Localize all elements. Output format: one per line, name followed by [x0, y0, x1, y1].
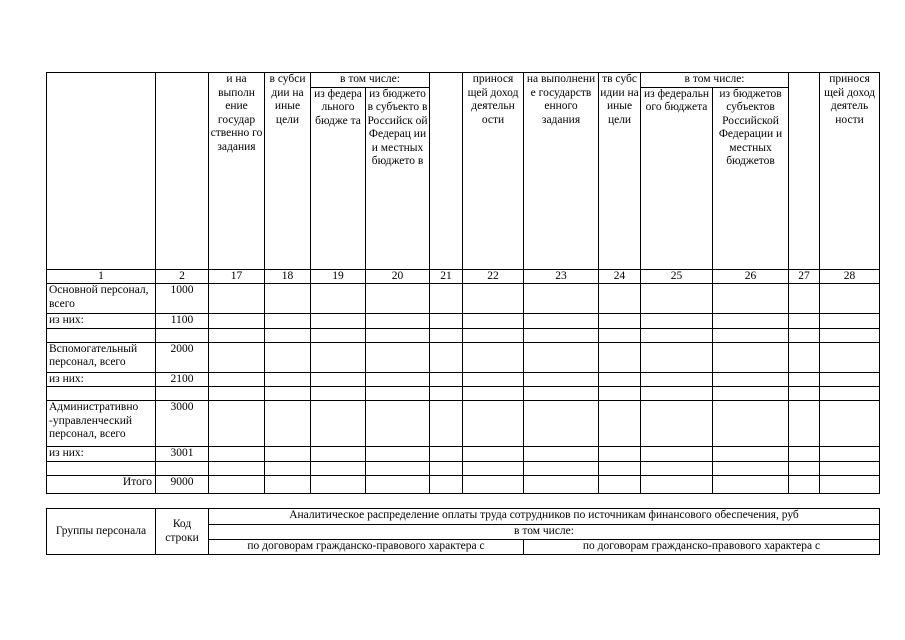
data-cell — [430, 328, 463, 342]
col-number: 18 — [265, 269, 311, 284]
row-code — [156, 461, 209, 475]
row-label: из них: — [47, 314, 156, 329]
data-cell — [599, 401, 641, 447]
data-cell — [599, 447, 641, 462]
data-cell — [463, 342, 524, 372]
data-cell — [713, 461, 789, 475]
data-cell — [209, 387, 265, 401]
col-number: 23 — [524, 269, 599, 284]
data-cell — [789, 284, 820, 314]
header-col-21 — [430, 73, 463, 270]
table-row — [47, 284, 880, 314]
row-label: Вспомогательный персонал, всего — [47, 342, 156, 372]
col-number: 24 — [599, 269, 641, 284]
data-cell — [430, 475, 463, 493]
data-cell — [599, 475, 641, 493]
data-cell — [463, 475, 524, 493]
col-number: 17 — [209, 269, 265, 284]
data-cell — [311, 342, 366, 372]
data-cell — [524, 447, 599, 462]
data-cell — [463, 328, 524, 342]
data-cell — [713, 475, 789, 493]
data-cell — [641, 328, 713, 342]
data-cell — [265, 314, 311, 329]
data-cell — [366, 401, 430, 447]
data-cell — [820, 342, 880, 372]
data-cell — [641, 461, 713, 475]
groups-header: Группы персонала — [47, 509, 156, 555]
data-cell — [366, 387, 430, 401]
data-cell — [789, 447, 820, 462]
col-number: 22 — [463, 269, 524, 284]
row-label — [47, 387, 156, 401]
data-cell — [641, 314, 713, 329]
row-code: 3001 — [156, 447, 209, 462]
data-cell — [265, 342, 311, 372]
data-cell — [430, 314, 463, 329]
data-cell — [311, 475, 366, 493]
data-cell — [524, 401, 599, 447]
data-cell — [265, 284, 311, 314]
data-cell — [820, 401, 880, 447]
header-col-27 — [789, 73, 820, 270]
data-cell — [463, 461, 524, 475]
data-cell — [789, 328, 820, 342]
data-cell — [430, 387, 463, 401]
col-number: 27 — [789, 269, 820, 284]
data-cell — [366, 284, 430, 314]
data-cell — [641, 342, 713, 372]
data-cell — [430, 447, 463, 462]
data-cell — [366, 342, 430, 372]
data-cell — [641, 284, 713, 314]
data-cell — [311, 284, 366, 314]
data-cell — [209, 284, 265, 314]
data-cell — [713, 447, 789, 462]
header-col-20: из бюджето в субъекто в Российск ой Федерац ии и местных бюджето в — [366, 87, 430, 269]
header-col-17: и на выполн ение государ ственно го задания — [209, 73, 265, 270]
table-row — [47, 447, 880, 462]
data-cell — [209, 447, 265, 462]
data-cell — [463, 314, 524, 329]
data-cell — [713, 314, 789, 329]
table-row — [47, 387, 880, 401]
row-label: из них: — [47, 372, 156, 387]
table-row — [47, 461, 880, 475]
data-cell — [311, 447, 366, 462]
data-cell — [641, 372, 713, 387]
row-label: из них: — [47, 447, 156, 462]
data-cell — [209, 372, 265, 387]
row-code: 1000 — [156, 284, 209, 314]
data-cell — [311, 461, 366, 475]
data-cell — [430, 401, 463, 447]
data-cell — [524, 314, 599, 329]
data-cell — [265, 328, 311, 342]
col-number: 1 — [47, 269, 156, 284]
col-number: 26 — [713, 269, 789, 284]
data-cell — [463, 372, 524, 387]
data-cell — [820, 328, 880, 342]
data-cell — [789, 314, 820, 329]
data-cell — [524, 284, 599, 314]
data-cell — [789, 401, 820, 447]
data-cell — [789, 475, 820, 493]
data-cell — [599, 328, 641, 342]
data-cell — [820, 372, 880, 387]
row-code: 2100 — [156, 372, 209, 387]
row-code: 3000 — [156, 401, 209, 447]
data-cell — [641, 447, 713, 462]
gph-header-2: по договорам гражданско-правового характера с — [524, 540, 880, 555]
data-cell — [366, 447, 430, 462]
data-cell — [789, 461, 820, 475]
data-cell — [265, 372, 311, 387]
data-cell — [820, 475, 880, 493]
col-number: 2 — [156, 269, 209, 284]
row-code — [156, 328, 209, 342]
data-cell — [713, 328, 789, 342]
data-cell — [463, 447, 524, 462]
data-cell — [641, 401, 713, 447]
data-cell — [265, 447, 311, 462]
data-cell — [366, 475, 430, 493]
data-cell — [713, 372, 789, 387]
data-cell — [430, 461, 463, 475]
table-row — [47, 328, 880, 342]
data-cell — [599, 387, 641, 401]
data-cell — [209, 342, 265, 372]
col-number: 20 — [366, 269, 430, 284]
data-cell — [599, 342, 641, 372]
data-cell — [463, 284, 524, 314]
data-cell — [366, 461, 430, 475]
col-number: 21 — [430, 269, 463, 284]
table-row — [47, 401, 880, 447]
data-cell — [524, 342, 599, 372]
data-cell — [524, 387, 599, 401]
row-code: 2000 — [156, 342, 209, 372]
data-cell — [641, 387, 713, 401]
analytic-title: Аналитическое распределение оплаты труда сотрудников по источникам финансового обеспечения, руб — [209, 509, 880, 525]
data-cell — [311, 314, 366, 329]
data-cell — [311, 401, 366, 447]
column-numbers-row — [47, 269, 880, 284]
row-label: Основной персонал, всего — [47, 284, 156, 314]
row-label: Административно -управленческий персонал, всего — [47, 401, 156, 447]
header-col-28: принося щей доход деятель ности — [820, 73, 880, 270]
data-cell — [430, 342, 463, 372]
data-cell — [430, 372, 463, 387]
data-cell — [209, 461, 265, 475]
data-cell — [265, 401, 311, 447]
data-cell — [820, 461, 880, 475]
data-cell — [209, 314, 265, 329]
header-col-23: на выполнени е государств енного задания — [524, 73, 599, 270]
data-cell — [713, 342, 789, 372]
code-header: Код строки — [156, 509, 209, 555]
data-cell — [366, 328, 430, 342]
header-col-18: в субси дии на иные цели — [265, 73, 311, 270]
table-row — [47, 342, 880, 372]
data-cell — [463, 387, 524, 401]
header-col-24: тв субс идии на иные цели — [599, 73, 641, 270]
data-cell — [265, 475, 311, 493]
row-label — [47, 328, 156, 342]
data-cell — [366, 314, 430, 329]
data-cell — [713, 284, 789, 314]
data-cell — [820, 284, 880, 314]
data-cell — [820, 447, 880, 462]
row-code — [156, 387, 209, 401]
data-cell — [430, 284, 463, 314]
data-cell — [820, 387, 880, 401]
data-cell — [789, 342, 820, 372]
header-col-1 — [47, 73, 156, 270]
header-col-2 — [156, 73, 209, 270]
data-cell — [713, 401, 789, 447]
data-cell — [599, 284, 641, 314]
data-cell — [311, 387, 366, 401]
data-cell — [209, 401, 265, 447]
data-cell — [599, 314, 641, 329]
data-cell — [599, 461, 641, 475]
data-cell — [524, 328, 599, 342]
col-number: 28 — [820, 269, 880, 284]
row-label — [47, 461, 156, 475]
col-number: 19 — [311, 269, 366, 284]
data-cell — [713, 387, 789, 401]
data-cell — [209, 475, 265, 493]
header-col-25: из федеральн ого бюджета — [641, 87, 713, 269]
table-row — [47, 372, 880, 387]
header-col-22: принося щей доход деятельн ости — [463, 73, 524, 270]
row-code: 9000 — [156, 475, 209, 493]
row-code: 1100 — [156, 314, 209, 329]
gph-header-1: по договорам гражданско-правового характера с — [209, 540, 524, 555]
col-number: 25 — [641, 269, 713, 284]
header-group-1: в том числе: — [311, 73, 430, 88]
including-label: в том числе: — [209, 525, 880, 540]
table-row — [47, 314, 880, 329]
data-cell — [641, 475, 713, 493]
data-cell — [820, 314, 880, 329]
data-cell — [789, 372, 820, 387]
table-row — [47, 475, 880, 493]
data-cell — [311, 328, 366, 342]
row-label: Итого — [47, 475, 156, 493]
main-table — [46, 72, 880, 494]
data-cell — [265, 461, 311, 475]
data-cell — [524, 475, 599, 493]
header-col-19: из федера льного бюдже та — [311, 87, 366, 269]
data-cell — [599, 372, 641, 387]
secondary-table — [46, 508, 880, 555]
data-cell — [524, 461, 599, 475]
data-cell — [524, 372, 599, 387]
data-cell — [311, 372, 366, 387]
header-col-26: из бюджетов субъектов Российской Федерации и местных бюджетов — [713, 87, 789, 269]
header-group-2: в том числе: — [641, 73, 789, 88]
data-cell — [265, 387, 311, 401]
data-cell — [463, 401, 524, 447]
data-cell — [789, 387, 820, 401]
data-cell — [209, 328, 265, 342]
data-cell — [366, 372, 430, 387]
